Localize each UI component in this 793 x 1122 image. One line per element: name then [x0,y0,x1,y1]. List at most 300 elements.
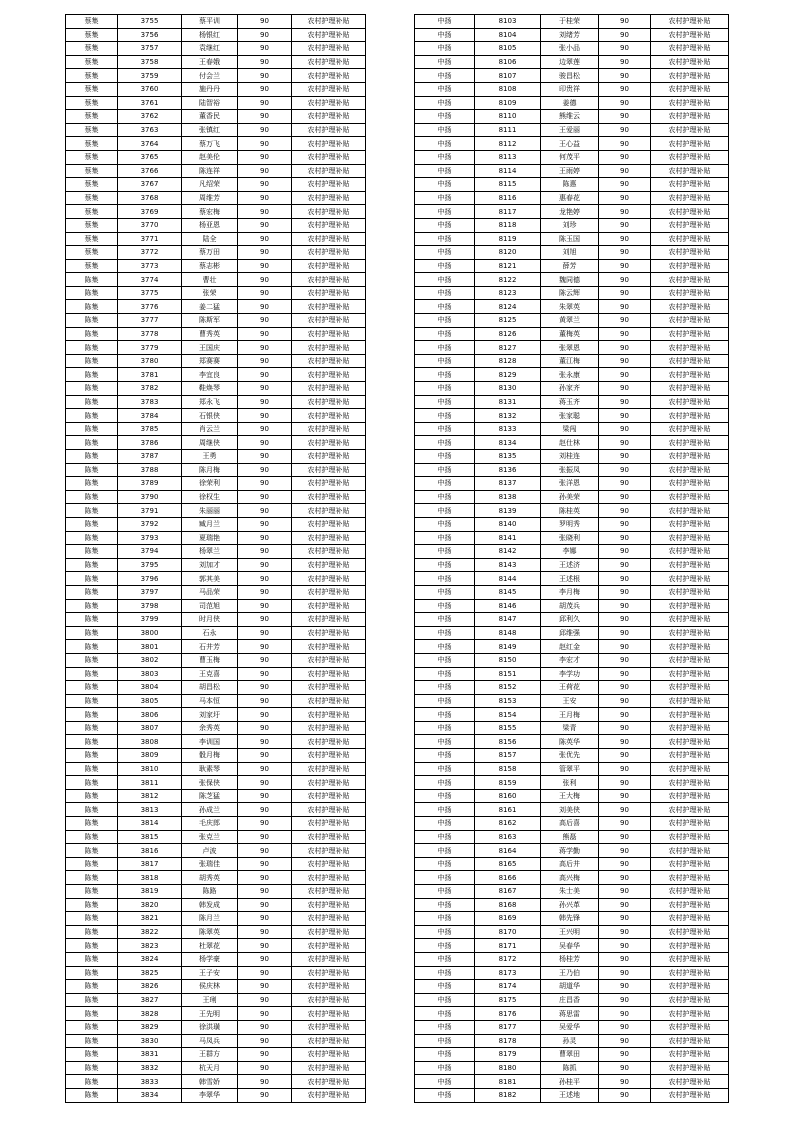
name-cell: 梁青 [541,721,599,735]
table-row [415,259,729,273]
table-row [66,939,366,953]
subsidy-type-cell: 农村护理补贴 [651,409,729,423]
subsidy-type-cell: 农村护理补贴 [292,137,366,151]
serial-number-cell: 8164 [475,844,541,858]
subsidy-type-cell: 农村护理补贴 [651,952,729,966]
village-cell: 陈集 [66,749,118,763]
subsidy-type-cell: 农村护理补贴 [292,273,366,287]
village-cell: 中扬 [415,640,475,654]
table-row [66,681,366,695]
village-cell: 陈集 [66,368,118,382]
subsidy-type-cell: 农村护理补贴 [651,721,729,735]
subsidy-type-cell: 农村护理补贴 [292,477,366,491]
table-row [66,789,366,803]
amount-cell: 90 [599,952,651,966]
amount-cell: 90 [238,898,292,912]
name-cell: 石银侠 [182,409,238,423]
village-cell: 中扬 [415,82,475,96]
table-row [66,286,366,300]
amount-cell: 90 [238,749,292,763]
village-cell: 陈集 [66,1075,118,1089]
table-row [415,952,729,966]
table-row [415,708,729,722]
serial-number-cell: 8143 [475,558,541,572]
amount-cell: 90 [599,531,651,545]
table-row [66,110,366,124]
name-cell: 肖云兰 [182,422,238,436]
table-row [66,925,366,939]
table-row [415,368,729,382]
subsidy-type-cell: 农村护理补贴 [651,640,729,654]
name-cell: 陈路 [182,885,238,899]
name-cell: 臧月兰 [182,517,238,531]
serial-number-cell: 8117 [475,205,541,219]
serial-number-cell: 3759 [118,69,182,83]
name-cell: 张翠恩 [541,341,599,355]
serial-number-cell: 3782 [118,382,182,396]
name-cell: 韩先锋 [541,912,599,926]
subsidy-type-cell: 农村护理补贴 [651,817,729,831]
name-cell: 董香民 [182,110,238,124]
subsidy-type-cell: 农村护理补贴 [651,55,729,69]
serial-number-cell: 8177 [475,1020,541,1034]
village-cell: 中扬 [415,1034,475,1048]
subsidy-type-cell: 农村护理补贴 [651,844,729,858]
table-row [66,735,366,749]
name-cell: 罗明秀 [541,517,599,531]
serial-number-cell: 8110 [475,110,541,124]
subsidy-type-cell: 农村护理补贴 [651,354,729,368]
name-cell: 郭其美 [182,572,238,586]
serial-number-cell: 3757 [118,42,182,56]
subsidy-type-cell: 农村护理补贴 [651,885,729,899]
village-cell: 中扬 [415,395,475,409]
name-cell: 袁继红 [182,42,238,56]
serial-number-cell: 3777 [118,314,182,328]
village-cell: 蔡集 [66,123,118,137]
name-cell: 熊磊 [541,830,599,844]
serial-number-cell: 8140 [475,517,541,531]
name-cell: 胡道华 [541,980,599,994]
name-cell: 徐洪璜 [182,1020,238,1034]
subsidy-type-cell: 农村护理补贴 [292,246,366,260]
amount-cell: 90 [238,69,292,83]
village-cell: 中扬 [415,776,475,790]
table-row [66,1034,366,1048]
table-row [66,327,366,341]
serial-number-cell: 8121 [475,259,541,273]
serial-number-cell: 8136 [475,463,541,477]
amount-cell: 90 [599,450,651,464]
serial-number-cell: 3831 [118,1048,182,1062]
amount-cell: 90 [238,599,292,613]
table-row [66,1061,366,1075]
village-cell: 陈集 [66,1034,118,1048]
table-row [66,599,366,613]
subsidy-type-cell: 农村护理补贴 [651,137,729,151]
subsidy-type-cell: 农村护理补贴 [651,477,729,491]
amount-cell: 90 [599,205,651,219]
amount-cell: 90 [599,42,651,56]
table-row [415,341,729,355]
table-row [66,667,366,681]
subsidy-type-cell: 农村护理补贴 [651,191,729,205]
village-cell: 中扬 [415,558,475,572]
subsidy-type-cell: 农村护理补贴 [292,1088,366,1102]
village-cell: 陈集 [66,490,118,504]
name-cell: 朱翠英 [541,300,599,314]
subsidy-type-cell: 农村护理补贴 [651,490,729,504]
subsidy-type-cell: 农村护理补贴 [292,395,366,409]
serial-number-cell: 8142 [475,545,541,559]
serial-number-cell: 3776 [118,300,182,314]
serial-number-cell: 3802 [118,653,182,667]
name-cell: 杭天月 [182,1061,238,1075]
table-row [66,993,366,1007]
name-cell: 梁闯 [541,422,599,436]
village-cell: 中扬 [415,721,475,735]
village-cell: 陈集 [66,626,118,640]
serial-number-cell: 3801 [118,640,182,654]
subsidy-type-cell: 农村护理补贴 [651,259,729,273]
name-cell: 李宏才 [541,653,599,667]
name-cell: 张振凤 [541,463,599,477]
amount-cell: 90 [599,830,651,844]
table-row [415,15,729,29]
village-cell: 蔡集 [66,55,118,69]
table-row [415,735,729,749]
subsidy-type-cell: 农村护理补贴 [292,885,366,899]
subsidy-type-cell: 农村护理补贴 [651,803,729,817]
amount-cell: 90 [599,314,651,328]
amount-cell: 90 [238,354,292,368]
name-cell: 王述济 [541,558,599,572]
subsidy-type-cell: 农村护理补贴 [292,912,366,926]
subsidy-type-cell: 农村护理补贴 [651,382,729,396]
name-cell: 孙灵 [541,1034,599,1048]
subsidy-type-cell: 农村护理补贴 [292,517,366,531]
village-cell: 中扬 [415,1088,475,1102]
amount-cell: 90 [599,55,651,69]
village-cell: 中扬 [415,409,475,423]
village-cell: 中扬 [415,939,475,953]
name-cell: 郑赛赛 [182,354,238,368]
table-row [415,1061,729,1075]
village-cell: 中扬 [415,178,475,192]
amount-cell: 90 [238,368,292,382]
amount-cell: 90 [599,735,651,749]
name-cell: 马品荣 [182,585,238,599]
serial-number-cell: 8152 [475,681,541,695]
name-cell: 马本恒 [182,694,238,708]
village-cell: 中扬 [415,42,475,56]
name-cell: 王月梅 [541,708,599,722]
table-row [66,1075,366,1089]
name-cell: 蒋思雷 [541,1007,599,1021]
village-cell: 中扬 [415,762,475,776]
serial-number-cell: 3768 [118,191,182,205]
village-cell: 蔡集 [66,178,118,192]
amount-cell: 90 [599,69,651,83]
village-cell: 中扬 [415,341,475,355]
subsidy-type-cell: 农村护理补贴 [292,694,366,708]
village-cell: 中扬 [415,912,475,926]
table-row [66,314,366,328]
amount-cell: 90 [238,531,292,545]
table-row [415,164,729,178]
subsidy-type-cell: 农村护理补贴 [651,368,729,382]
table-row [415,55,729,69]
name-cell: 孙家齐 [541,382,599,396]
amount-cell: 90 [238,218,292,232]
name-cell: 杨银红 [182,28,238,42]
name-cell: 龙艳婷 [541,205,599,219]
subsidy-type-cell: 农村护理补贴 [651,613,729,627]
name-cell: 董梅英 [541,327,599,341]
name-cell: 石井芳 [182,640,238,654]
village-cell: 中扬 [415,857,475,871]
serial-number-cell: 8122 [475,273,541,287]
name-cell: 朱士美 [541,885,599,899]
table-row [66,28,366,42]
name-cell: 曹秀英 [182,327,238,341]
serial-number-cell: 8173 [475,966,541,980]
serial-number-cell: 8172 [475,952,541,966]
village-cell: 中扬 [415,259,475,273]
serial-number-cell: 3788 [118,463,182,477]
subsidy-type-cell: 农村护理补贴 [292,966,366,980]
serial-number-cell: 8120 [475,246,541,260]
serial-number-cell: 8171 [475,939,541,953]
amount-cell: 90 [599,681,651,695]
village-cell: 中扬 [415,137,475,151]
village-cell: 中扬 [415,463,475,477]
serial-number-cell: 8126 [475,327,541,341]
serial-number-cell: 8108 [475,82,541,96]
serial-number-cell: 8112 [475,137,541,151]
amount-cell: 90 [238,178,292,192]
name-cell: 张家聪 [541,409,599,423]
subsidy-type-cell: 农村护理补贴 [292,450,366,464]
name-cell: 张荣 [182,286,238,300]
serial-number-cell: 8107 [475,69,541,83]
serial-number-cell: 3785 [118,422,182,436]
amount-cell: 90 [599,123,651,137]
table-row [66,1048,366,1062]
table-row [415,69,729,83]
table-row [415,545,729,559]
amount-cell: 90 [238,273,292,287]
amount-cell: 90 [238,82,292,96]
amount-cell: 90 [599,776,651,790]
village-cell: 陈集 [66,681,118,695]
subsidy-type-cell: 农村护理补贴 [292,110,366,124]
amount-cell: 90 [238,1020,292,1034]
subsidy-type-cell: 农村护理补贴 [651,993,729,1007]
amount-cell: 90 [238,762,292,776]
amount-cell: 90 [238,817,292,831]
amount-cell: 90 [599,626,651,640]
serial-number-cell: 8175 [475,993,541,1007]
subsidy-type-cell: 农村护理补贴 [651,735,729,749]
village-cell: 中扬 [415,1075,475,1089]
table-row [415,653,729,667]
table-row [66,436,366,450]
table-row [415,450,729,464]
amount-cell: 90 [238,246,292,260]
serial-number-cell: 8169 [475,912,541,926]
table-row [415,42,729,56]
village-cell: 陈集 [66,1088,118,1102]
serial-number-cell: 3811 [118,776,182,790]
serial-number-cell: 3820 [118,898,182,912]
amount-cell: 90 [599,844,651,858]
subsidy-type-cell: 农村护理补贴 [651,667,729,681]
serial-number-cell: 3832 [118,1061,182,1075]
village-cell: 中扬 [415,55,475,69]
subsidy-type-cell: 农村护理补贴 [292,871,366,885]
amount-cell: 90 [238,123,292,137]
serial-number-cell: 3813 [118,803,182,817]
village-cell: 中扬 [415,993,475,1007]
subsidy-type-cell: 农村护理补贴 [292,382,366,396]
name-cell: 曹壮 [182,273,238,287]
amount-cell: 90 [238,341,292,355]
village-cell: 陈集 [66,925,118,939]
village-cell: 中扬 [415,96,475,110]
village-cell: 中扬 [415,952,475,966]
table-row [415,273,729,287]
name-cell: 王先明 [182,1007,238,1021]
subsidy-type-cell: 农村护理补贴 [651,572,729,586]
name-cell: 杜翠花 [182,939,238,953]
village-cell: 中扬 [415,1007,475,1021]
serial-number-cell: 3794 [118,545,182,559]
name-cell: 刘家圩 [182,708,238,722]
serial-number-cell: 3763 [118,123,182,137]
name-cell: 邱利久 [541,613,599,627]
village-cell: 中扬 [415,694,475,708]
village-cell: 陈集 [66,300,118,314]
name-cell: 陈月梅 [182,463,238,477]
name-cell: 陈云辉 [541,286,599,300]
name-cell: 李宜良 [182,368,238,382]
name-cell: 董江梅 [541,354,599,368]
subsidy-type-cell: 农村护理补贴 [292,789,366,803]
table-row [415,286,729,300]
serial-number-cell: 3774 [118,273,182,287]
name-cell: 刘珍 [541,218,599,232]
amount-cell: 90 [238,205,292,219]
amount-cell: 90 [238,164,292,178]
table-row [66,178,366,192]
village-cell: 中扬 [415,504,475,518]
subsidy-type-cell: 农村护理补贴 [292,939,366,953]
subsidy-type-cell: 农村护理补贴 [651,314,729,328]
serial-number-cell: 8118 [475,218,541,232]
name-cell: 王子安 [182,966,238,980]
village-cell: 陈集 [66,871,118,885]
serial-number-cell: 3829 [118,1020,182,1034]
name-cell: 蔡宏梅 [182,205,238,219]
name-cell: 姜二猛 [182,300,238,314]
serial-number-cell: 8144 [475,572,541,586]
village-cell: 陈集 [66,939,118,953]
table-row [66,817,366,831]
table-row [415,205,729,219]
subsidy-type-cell: 农村护理补贴 [651,545,729,559]
village-cell: 中扬 [415,844,475,858]
table-row [415,246,729,260]
table-row [66,694,366,708]
name-cell: 夏瑞艳 [182,531,238,545]
village-cell: 中扬 [415,314,475,328]
serial-number-cell: 8170 [475,925,541,939]
serial-number-cell: 8131 [475,395,541,409]
village-cell: 中扬 [415,667,475,681]
village-cell: 陈集 [66,273,118,287]
subsidy-type-cell: 农村护理补贴 [651,531,729,545]
village-cell: 中扬 [415,150,475,164]
amount-cell: 90 [238,327,292,341]
amount-cell: 90 [599,436,651,450]
subsidy-type-cell: 农村护理补贴 [651,599,729,613]
village-cell: 中扬 [415,422,475,436]
table-row [66,749,366,763]
serial-number-cell: 3765 [118,150,182,164]
table-row [66,354,366,368]
name-cell: 刘美侠 [541,803,599,817]
serial-number-cell: 3808 [118,735,182,749]
subsidy-type-cell: 农村护理补贴 [292,1075,366,1089]
name-cell: 陈月兰 [182,912,238,926]
table-row [415,490,729,504]
serial-number-cell: 8105 [475,42,541,56]
serial-number-cell: 3783 [118,395,182,409]
serial-number-cell: 3793 [118,531,182,545]
village-cell: 陈集 [66,1061,118,1075]
table-row [66,137,366,151]
serial-number-cell: 8145 [475,585,541,599]
name-cell: 胡昌松 [182,681,238,695]
name-cell: 孙桂平 [541,1075,599,1089]
name-cell: 卢波 [182,844,238,858]
amount-cell: 90 [599,653,651,667]
village-cell: 陈集 [66,857,118,871]
subsidy-type-cell: 农村护理补贴 [292,123,366,137]
village-cell: 中扬 [415,123,475,137]
name-cell: 蔡平训 [182,15,238,29]
subsidy-type-cell: 农村护理补贴 [651,273,729,287]
serial-number-cell: 3795 [118,558,182,572]
village-cell: 陈集 [66,803,118,817]
name-cell: 魏同德 [541,273,599,287]
amount-cell: 90 [238,28,292,42]
serial-number-cell: 3799 [118,613,182,627]
name-cell: 孙美荣 [541,490,599,504]
amount-cell: 90 [599,1061,651,1075]
subsidy-type-cell: 农村护理补贴 [651,123,729,137]
subsidy-type-cell: 农村护理补贴 [292,585,366,599]
serial-number-cell: 8106 [475,55,541,69]
serial-number-cell: 3823 [118,939,182,953]
serial-number-cell: 3792 [118,517,182,531]
amount-cell: 90 [238,1088,292,1102]
table-row [415,667,729,681]
subsidy-type-cell: 农村护理补贴 [292,205,366,219]
serial-number-cell: 8168 [475,898,541,912]
name-cell: 孙成兰 [182,803,238,817]
